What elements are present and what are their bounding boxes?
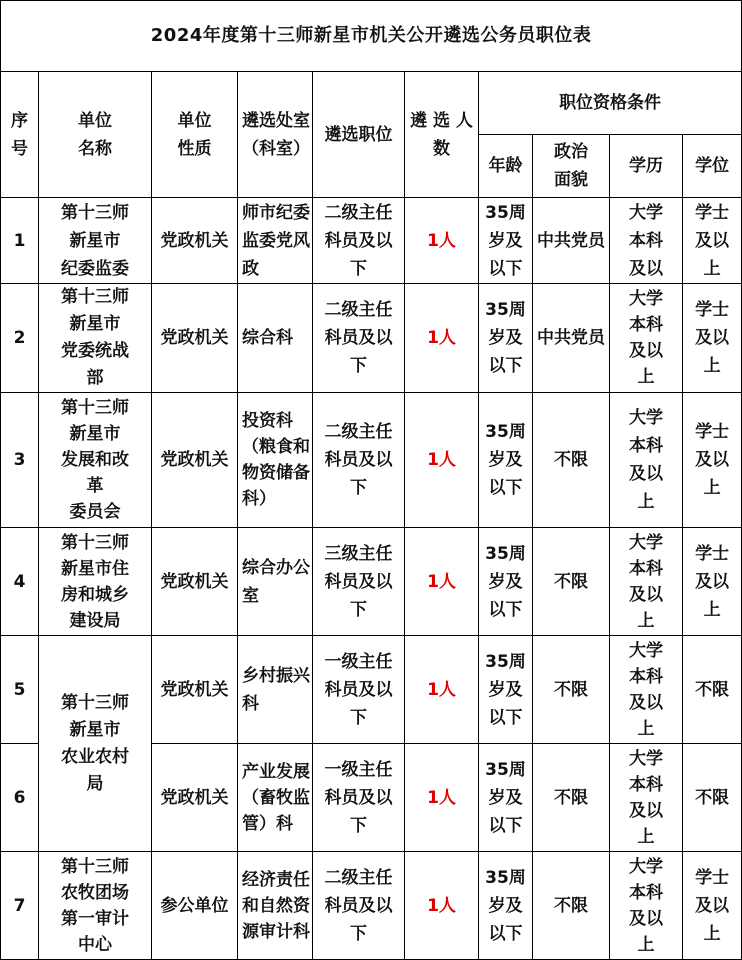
table-title: 2024年度第十三师新星市机关公开遴选公务员职位表 — [1, 1, 742, 72]
cell-dept: 产业发展（畜牧监管）科 — [238, 744, 313, 852]
cell-position: 二级主任科员及以下 — [313, 198, 405, 284]
cell-education: 大学本科及以上 — [610, 528, 683, 636]
cell-political: 不限 — [533, 393, 610, 528]
cell-age: 35周岁及以下 — [479, 198, 533, 284]
header-unit-name: 单位 名称 — [39, 72, 152, 198]
cell-count: 1人 — [405, 284, 479, 393]
cell-unit: 第十三师 新星市 党委统战 部 — [39, 284, 152, 393]
cell-age: 35周岁及以下 — [479, 744, 533, 852]
cell-seq: 4 — [1, 528, 39, 636]
cell-seq: 6 — [1, 744, 39, 852]
table-row — [1, 528, 742, 636]
header-qualifications: 职位资格条件 — [479, 72, 742, 135]
header-age: 年龄 — [479, 135, 533, 198]
cell-dept: 综合办公室 — [238, 528, 313, 636]
cell-degree: 学士及以上 — [683, 393, 742, 528]
cell-degree: 不限 — [683, 636, 742, 744]
cell-unit: 第十三师 新星市 发展和改 革 委员会 — [39, 393, 152, 528]
cell-position: 一级主任科员及以下 — [313, 636, 405, 744]
header-seq: 序号 — [1, 72, 39, 198]
cell-unit: 第十三师 新星市 农业农村 局 — [39, 636, 152, 852]
cell-degree: 不限 — [683, 744, 742, 852]
cell-type: 党政机关 — [152, 198, 238, 284]
cell-political: 中共党员 — [533, 198, 610, 284]
cell-count: 1人 — [405, 393, 479, 528]
cell-unit: 第十三师 农牧团场 第一审计 中心 — [39, 852, 152, 960]
cell-type: 党政机关 — [152, 636, 238, 744]
cell-count: 1人 — [405, 528, 479, 636]
cell-seq: 7 — [1, 852, 39, 960]
cell-age: 35周岁及以下 — [479, 852, 533, 960]
cell-type: 党政机关 — [152, 393, 238, 528]
cell-type: 党政机关 — [152, 528, 238, 636]
cell-unit: 第十三师 新星市 纪委监委 — [39, 198, 152, 284]
cell-seq: 2 — [1, 284, 39, 393]
table-row — [1, 852, 742, 960]
cell-age: 35周岁及以下 — [479, 393, 533, 528]
cell-count: 1人 — [405, 198, 479, 284]
cell-political: 不限 — [533, 636, 610, 744]
cell-education: 大学本科及以上 — [610, 393, 683, 528]
cell-education: 大学本科及以上 — [610, 636, 683, 744]
cell-dept: 投资科（粮食和物资储备科） — [238, 393, 313, 528]
cell-seq: 1 — [1, 198, 39, 284]
header-position: 遴选职位 — [313, 72, 405, 198]
cell-position: 二级主任科员及以下 — [313, 284, 405, 393]
cell-seq: 5 — [1, 636, 39, 744]
cell-education: 大学本科及以上 — [610, 284, 683, 393]
cell-unit: 第十三师 新星市住 房和城乡 建设局 — [39, 528, 152, 636]
header-political: 政治 面貌 — [533, 135, 610, 198]
cell-type: 参公单位 — [152, 852, 238, 960]
header-count: 遴 选 人 数 — [405, 72, 479, 198]
cell-degree: 学士及以上 — [683, 528, 742, 636]
cell-education: 大学本科及以上 — [610, 852, 683, 960]
cell-type: 党政机关 — [152, 284, 238, 393]
header-unit-type: 单位 性质 — [152, 72, 238, 198]
header-education: 学历 — [610, 135, 683, 198]
table-row — [1, 198, 742, 284]
cell-dept: 综合科 — [238, 284, 313, 393]
cell-type: 党政机关 — [152, 744, 238, 852]
cell-political: 不限 — [533, 852, 610, 960]
cell-degree: 学士及以上 — [683, 198, 742, 284]
table-row — [1, 284, 742, 393]
cell-seq: 3 — [1, 393, 39, 528]
cell-dept: 师市纪委监委党风政 — [238, 198, 313, 284]
cell-political: 不限 — [533, 528, 610, 636]
cell-political: 中共党员 — [533, 284, 610, 393]
table-row — [1, 393, 742, 528]
cell-count: 1人 — [405, 744, 479, 852]
header-degree: 学位 — [683, 135, 742, 198]
cell-education: 大学本科及以上 — [610, 744, 683, 852]
cell-count: 1人 — [405, 636, 479, 744]
cell-age: 35周岁及以下 — [479, 528, 533, 636]
cell-degree: 学士及以上 — [683, 284, 742, 393]
header-dept: 遴选处室（科室） — [238, 72, 313, 198]
cell-age: 35周岁及以下 — [479, 636, 533, 744]
cell-position: 二级主任科员及以下 — [313, 852, 405, 960]
table-row — [1, 636, 742, 744]
cell-position: 二级主任科员及以下 — [313, 393, 405, 528]
cell-count: 1人 — [405, 852, 479, 960]
cell-political: 不限 — [533, 744, 610, 852]
cell-dept: 经济责任和自然资源审计科 — [238, 852, 313, 960]
cell-position: 三级主任科员及以下 — [313, 528, 405, 636]
cell-dept: 乡村振兴科 — [238, 636, 313, 744]
cell-degree: 学士及以上 — [683, 852, 742, 960]
cell-age: 35周岁及以下 — [479, 284, 533, 393]
cell-position: 一级主任科员及以下 — [313, 744, 405, 852]
cell-education: 大学本科及以 — [610, 198, 683, 284]
